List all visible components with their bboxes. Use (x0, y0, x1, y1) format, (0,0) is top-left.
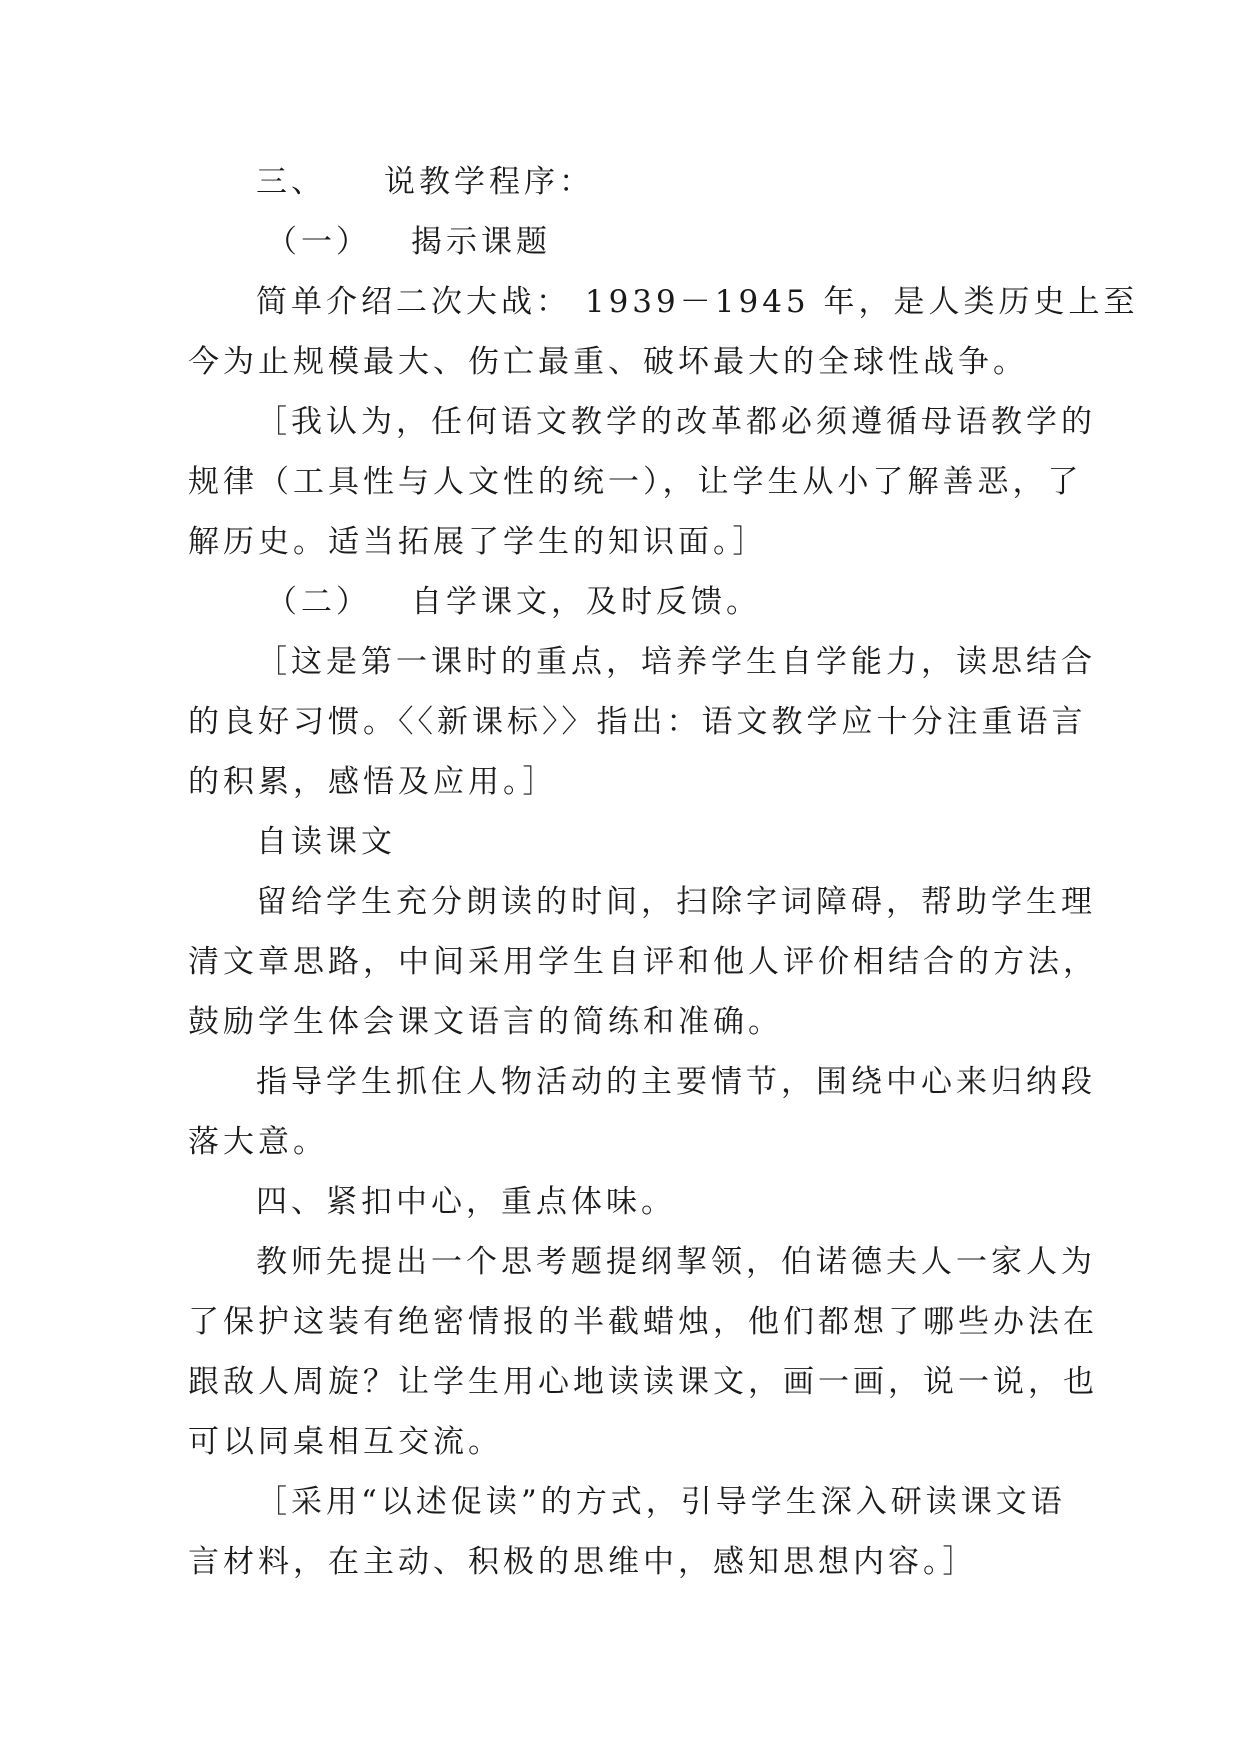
teaching-note-paragraph (188, 392, 1096, 572)
text-line: 言材料，在主动、积极的思维中，感知思想内容。］ (188, 1544, 978, 1580)
text-line: 的积累，感悟及应用。］ (188, 764, 558, 800)
document-page (188, 152, 1139, 1592)
text-line: 教师先提出一个思考题提纲挈领，伯诺德夫人一家人为 (256, 1244, 1096, 1280)
subsection-number: （二） (266, 584, 371, 620)
text-line: 解历史。适当拓展了学生的知识面。］ (188, 524, 768, 560)
text-line: 指导学生抓住人物活动的主要情节，围绕中心来归纳段 (256, 1064, 1096, 1100)
text-line: ［我认为，任何语文教学的改革都必须遵循母语教学的 (256, 404, 1096, 440)
subsection-heading-two (188, 572, 1058, 632)
text-line: 简单介绍二次大战： 1939－1945 年，是人类历史上至 (256, 284, 1139, 320)
section-number: 三、 (256, 164, 326, 200)
text-line: 留给学生充分朗读的时间，扫除字词障碍，帮助学生理 (256, 884, 1096, 920)
section-heading-three (188, 152, 1058, 212)
body-paragraph (188, 872, 1098, 1052)
text-line: 鼓励学生体会课文语言的简练和准确。 (188, 1004, 783, 1040)
text-line: 可以同桌相互交流。 (188, 1424, 503, 1460)
text-line: 落大意。 (188, 1124, 328, 1160)
teaching-note-paragraph (188, 632, 1096, 812)
section-title: 说教学程序： (384, 164, 594, 200)
section-heading-four: 四、紧扣中心，重点体味。 (256, 1184, 676, 1220)
text-line: 了保护这装有绝密情报的半截蜡烛，他们都想了哪些办法在 (188, 1304, 1098, 1340)
text-line: ［这是第一课时的重点，培养学生自学能力，读思结合 (256, 644, 1096, 680)
text-line: 清文章思路，中间采用学生自评和他人评价相结合的方法， (188, 944, 1098, 980)
text-line: 跟敌人周旋？让学生用心地读读课文，画一画，说一说，也 (188, 1364, 1098, 1400)
subsection-title: 揭示课题 (411, 224, 551, 260)
text-line: ［采用“以述促读”的方式，引导学生深入研读课文语 (256, 1484, 1066, 1520)
teaching-note-paragraph (188, 1472, 1066, 1592)
body-paragraph (188, 1052, 1096, 1172)
subsection-number: （一） (266, 224, 371, 260)
text-line: 规律（工具性与人文性的统一），让学生从小了解善恶，了 (188, 464, 1083, 500)
intro-paragraph (188, 272, 1139, 392)
text-line: 今为止规模最大、伤亡最重、破坏最大的全球性战争。 (188, 344, 1028, 380)
subsection-heading-one (188, 212, 1058, 272)
text-line: 的良好习惯。〈〈新课标〉〉指出：语文教学应十分注重语言 (188, 704, 1087, 740)
self-read-heading: 自读课文 (256, 824, 396, 860)
subsection-title: 自学课文，及时反馈。 (411, 584, 761, 620)
body-paragraph (188, 1232, 1098, 1472)
